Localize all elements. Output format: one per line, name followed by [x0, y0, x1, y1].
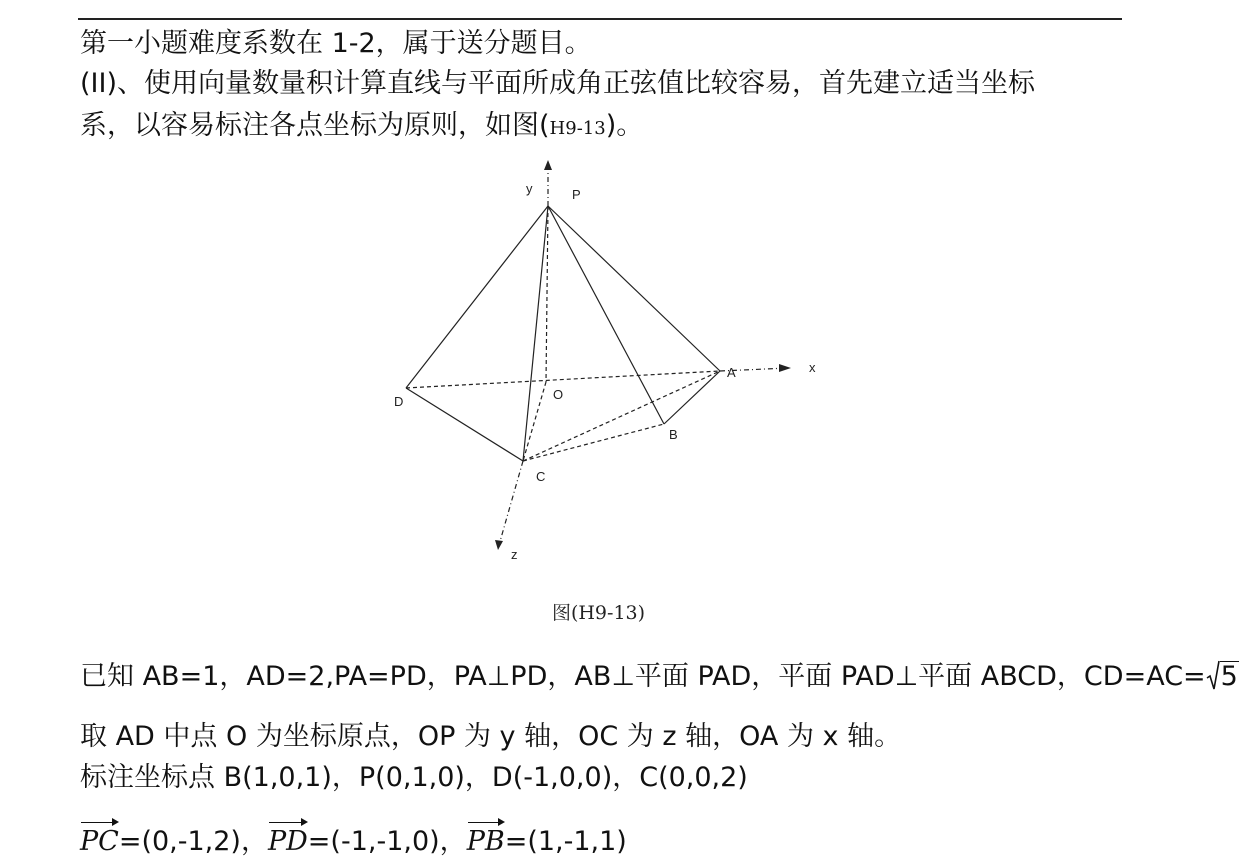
vector-PD-name: PD: [268, 818, 308, 862]
label-D: D: [394, 394, 404, 409]
vectors-line: [80, 818, 627, 862]
paragraph-2-end: )。: [605, 110, 644, 141]
y-axis-arrow: [544, 160, 552, 170]
edge-DA-hidden: [406, 371, 720, 388]
label-B: B: [669, 427, 678, 442]
coordinates-line: 标注坐标点 B(1,0,1)，P(0,1,0)，D(-1,0,0)，C(0,0,2): [80, 762, 748, 793]
paragraph-1: 第一小题难度系数在 1-2，属于送分题目。: [80, 28, 592, 59]
sqrt-symbol: [1206, 657, 1239, 697]
x-axis-arrow: [779, 364, 791, 372]
label-O: O: [553, 387, 564, 402]
label-A: A: [727, 365, 736, 380]
label-x: x: [809, 360, 816, 375]
edge-PD: [406, 206, 548, 388]
figure-reference: H9-13: [549, 118, 606, 139]
label-P: P: [572, 187, 581, 202]
axes-definition: 取 AD 中点 O 为坐标原点，OP 为 y 轴，OC 为 z 轴，OA 为 x 轴。: [80, 721, 902, 752]
edge-CB-hidden: [523, 424, 664, 461]
sqrt-value: 5: [1220, 661, 1238, 692]
label-C: C: [536, 469, 546, 484]
vector-PB-value: =(1,-1,1): [504, 826, 627, 857]
z-axis: [499, 461, 523, 545]
radical-icon: [1206, 661, 1220, 691]
vector-PD-value: =(-1,-1,0)，: [307, 826, 467, 857]
vector-PB-name: PB: [467, 818, 505, 862]
given-text: 已知 AB=1，AD=2,PA=PD，PA⊥PD，AB⊥平面 PAD，平面 PAD⊥平面 ABCD，CD=AC=: [80, 661, 1206, 692]
edge-PB: [548, 206, 664, 424]
edge-AB: [664, 371, 720, 424]
label-y: y: [526, 181, 533, 196]
y-axis-inner: [546, 206, 548, 382]
vector-PC-value: =(0,-1,2)，: [118, 826, 268, 857]
figure-caption: 图(H9-13): [551, 602, 646, 624]
edge-CA-hidden: [523, 371, 720, 461]
edge-PA: [548, 206, 720, 371]
paragraph-2-text: 系，以容易标注各点坐标为原则，如图(: [80, 110, 550, 141]
paragraph-2-line-1: (II)、使用向量数量积计算直线与平面所成角正弦值比较容易，首先建立适当坐标: [80, 68, 1035, 99]
z-axis-arrow: [495, 540, 503, 550]
edge-PC: [523, 206, 548, 461]
label-z: z: [511, 547, 518, 562]
given-conditions: [80, 657, 1239, 697]
edge-DC: [406, 388, 523, 461]
vector-PC-name: PC: [80, 818, 119, 862]
